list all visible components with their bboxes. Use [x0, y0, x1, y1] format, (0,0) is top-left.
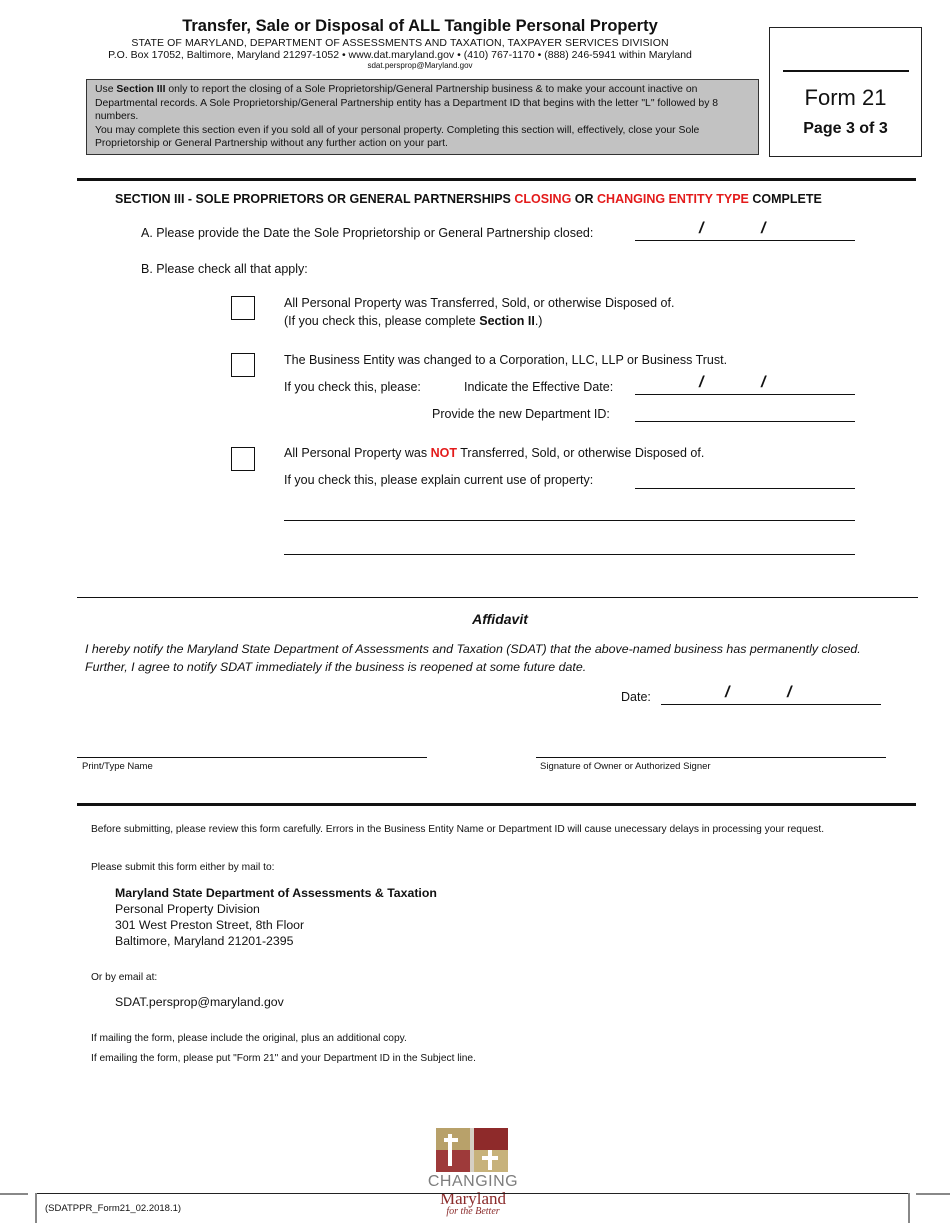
effective-date-field[interactable]: / / — [635, 380, 855, 395]
page-indicator: Page 3 of 3 — [803, 120, 888, 137]
contact-email: sdat.persprop@Maryland.gov — [367, 61, 473, 70]
mailing-address: Maryland State Department of Assessments & Taxation Personal Property Division 301 West Preston Street, 8th Floor Baltimore, Maryland 21201-2395 — [115, 886, 437, 948]
crop-mark-left — [35, 1193, 37, 1223]
instructions-divider — [77, 803, 916, 806]
option-entity-changed-instruction: If you check this, please: — [284, 380, 421, 394]
option-transferred-note: (If you check this, please complete Section II.) — [284, 314, 543, 328]
signature-field[interactable] — [536, 743, 886, 758]
option-entity-changed-checkbox[interactable] — [231, 353, 255, 377]
form-number-box — [769, 27, 922, 157]
option-not-transferred-label: All Personal Property was NOT Transferred, Sold, or otherwise Disposed of. — [284, 446, 705, 460]
email-note: If emailing the form, please put "Form 21" and your Department ID in the Subject line. — [91, 1053, 476, 1064]
form-code: (SDATPPR_Form21_02.2018.1) — [45, 1203, 182, 1214]
affidavit-title: Affidavit — [472, 611, 528, 627]
new-department-id-label: Provide the new Department ID: — [432, 407, 610, 421]
effective-date-label: Indicate the Effective Date: — [464, 380, 614, 394]
section-divider — [77, 178, 916, 181]
mail-note: If mailing the form, please include the original, plus an additional copy. — [91, 1033, 407, 1044]
submission-email: SDAT.persprop@maryland.gov — [115, 995, 284, 1009]
footer-rule — [35, 1193, 910, 1194]
affidavit-date-label: Date: — [621, 690, 651, 704]
section-iii-heading: SECTION III - SOLE PROPRIETORS OR GENERAL PARTNERSHIPS CLOSING OR CHANGING ENTITY TYPE COMPLETE — [115, 192, 822, 206]
logo-text-tagline: for the Better — [446, 1206, 500, 1217]
question-a: A. Please provide the Date the Sole Proprietorship or General Partnership closed: — [141, 226, 594, 240]
crop-mark-right-h — [916, 1193, 950, 1195]
logo-text-changing: CHANGING — [427, 1173, 519, 1190]
new-department-id-field[interactable] — [635, 407, 855, 422]
print-name-label: Print/Type Name — [82, 761, 153, 772]
form-number: Form 21 — [804, 85, 887, 110]
print-name-field[interactable] — [77, 743, 427, 758]
form-title: Transfer, Sale or Disposal of ALL Tangible Personal Property — [182, 17, 658, 35]
email-intro: Or by email at: — [91, 972, 158, 983]
maryland-logo-icon — [436, 1126, 508, 1172]
affidavit-text: I hereby notify the Maryland State Department of Assessments and Taxation (SDAT) that the above-named business has permanently closed. Further, I agree to notify SDAT immediately if the business is reopened at some future date. — [85, 642, 861, 674]
contact-line: P.O. Box 17052, Baltimore, Maryland 21297-1052 • www.dat.maryland.gov • (410) 767-1170 • (888) 246-5941 within Maryland — [108, 49, 692, 61]
logo-text-maryland: Maryland — [439, 1189, 507, 1208]
crop-mark-right — [908, 1193, 910, 1223]
affidavit-divider — [77, 597, 918, 598]
option-transferred-label: All Personal Property was Transferred, Sold, or otherwise Disposed of. — [284, 296, 675, 310]
signature-label: Signature of Owner or Authorized Signer — [540, 761, 711, 772]
mail-intro: Please submit this form either by mail to: — [91, 862, 275, 873]
explain-use-field-3[interactable] — [284, 540, 855, 555]
review-instruction: Before submitting, please review this form carefully. Errors in the Business Entity Name or Department ID will cause unecessary delays in processing your request. — [91, 824, 825, 835]
option-transferred-checkbox[interactable] — [231, 296, 255, 320]
closed-date-field[interactable]: / / — [635, 226, 855, 241]
explain-use-field-2[interactable] — [284, 506, 855, 521]
section-notice: Use Section III only to report the closing of a Sole Proprietorship/General Partnership business & to make your account inactive on Departmental records. A Sole Proprietorship/General Partnership entity has a Department ID that begins with the letter "L" followed by 8 numbers. You may complete this section even if you sold all of your personal property. Completing this section will, effectively, close your Sole Proprietorship or General Partnership without any further action on your part. — [86, 79, 759, 155]
option-not-transferred-checkbox[interactable] — [231, 447, 255, 471]
option-entity-changed-label: The Business Entity was changed to a Corporation, LLC, LLP or Business Trust. — [284, 353, 728, 367]
question-b: B. Please check all that apply: — [141, 262, 308, 276]
crop-mark-left-h — [0, 1193, 28, 1195]
explain-use-field-1[interactable] — [635, 474, 855, 489]
agency-line: STATE OF MARYLAND, DEPARTMENT OF ASSESSMENTS AND TAXATION, TAXPAYER SERVICES DIVISION — [131, 37, 669, 49]
explain-use-label: If you check this, please explain current use of property: — [284, 473, 594, 487]
affidavit-date-field[interactable]: / / — [661, 690, 881, 705]
